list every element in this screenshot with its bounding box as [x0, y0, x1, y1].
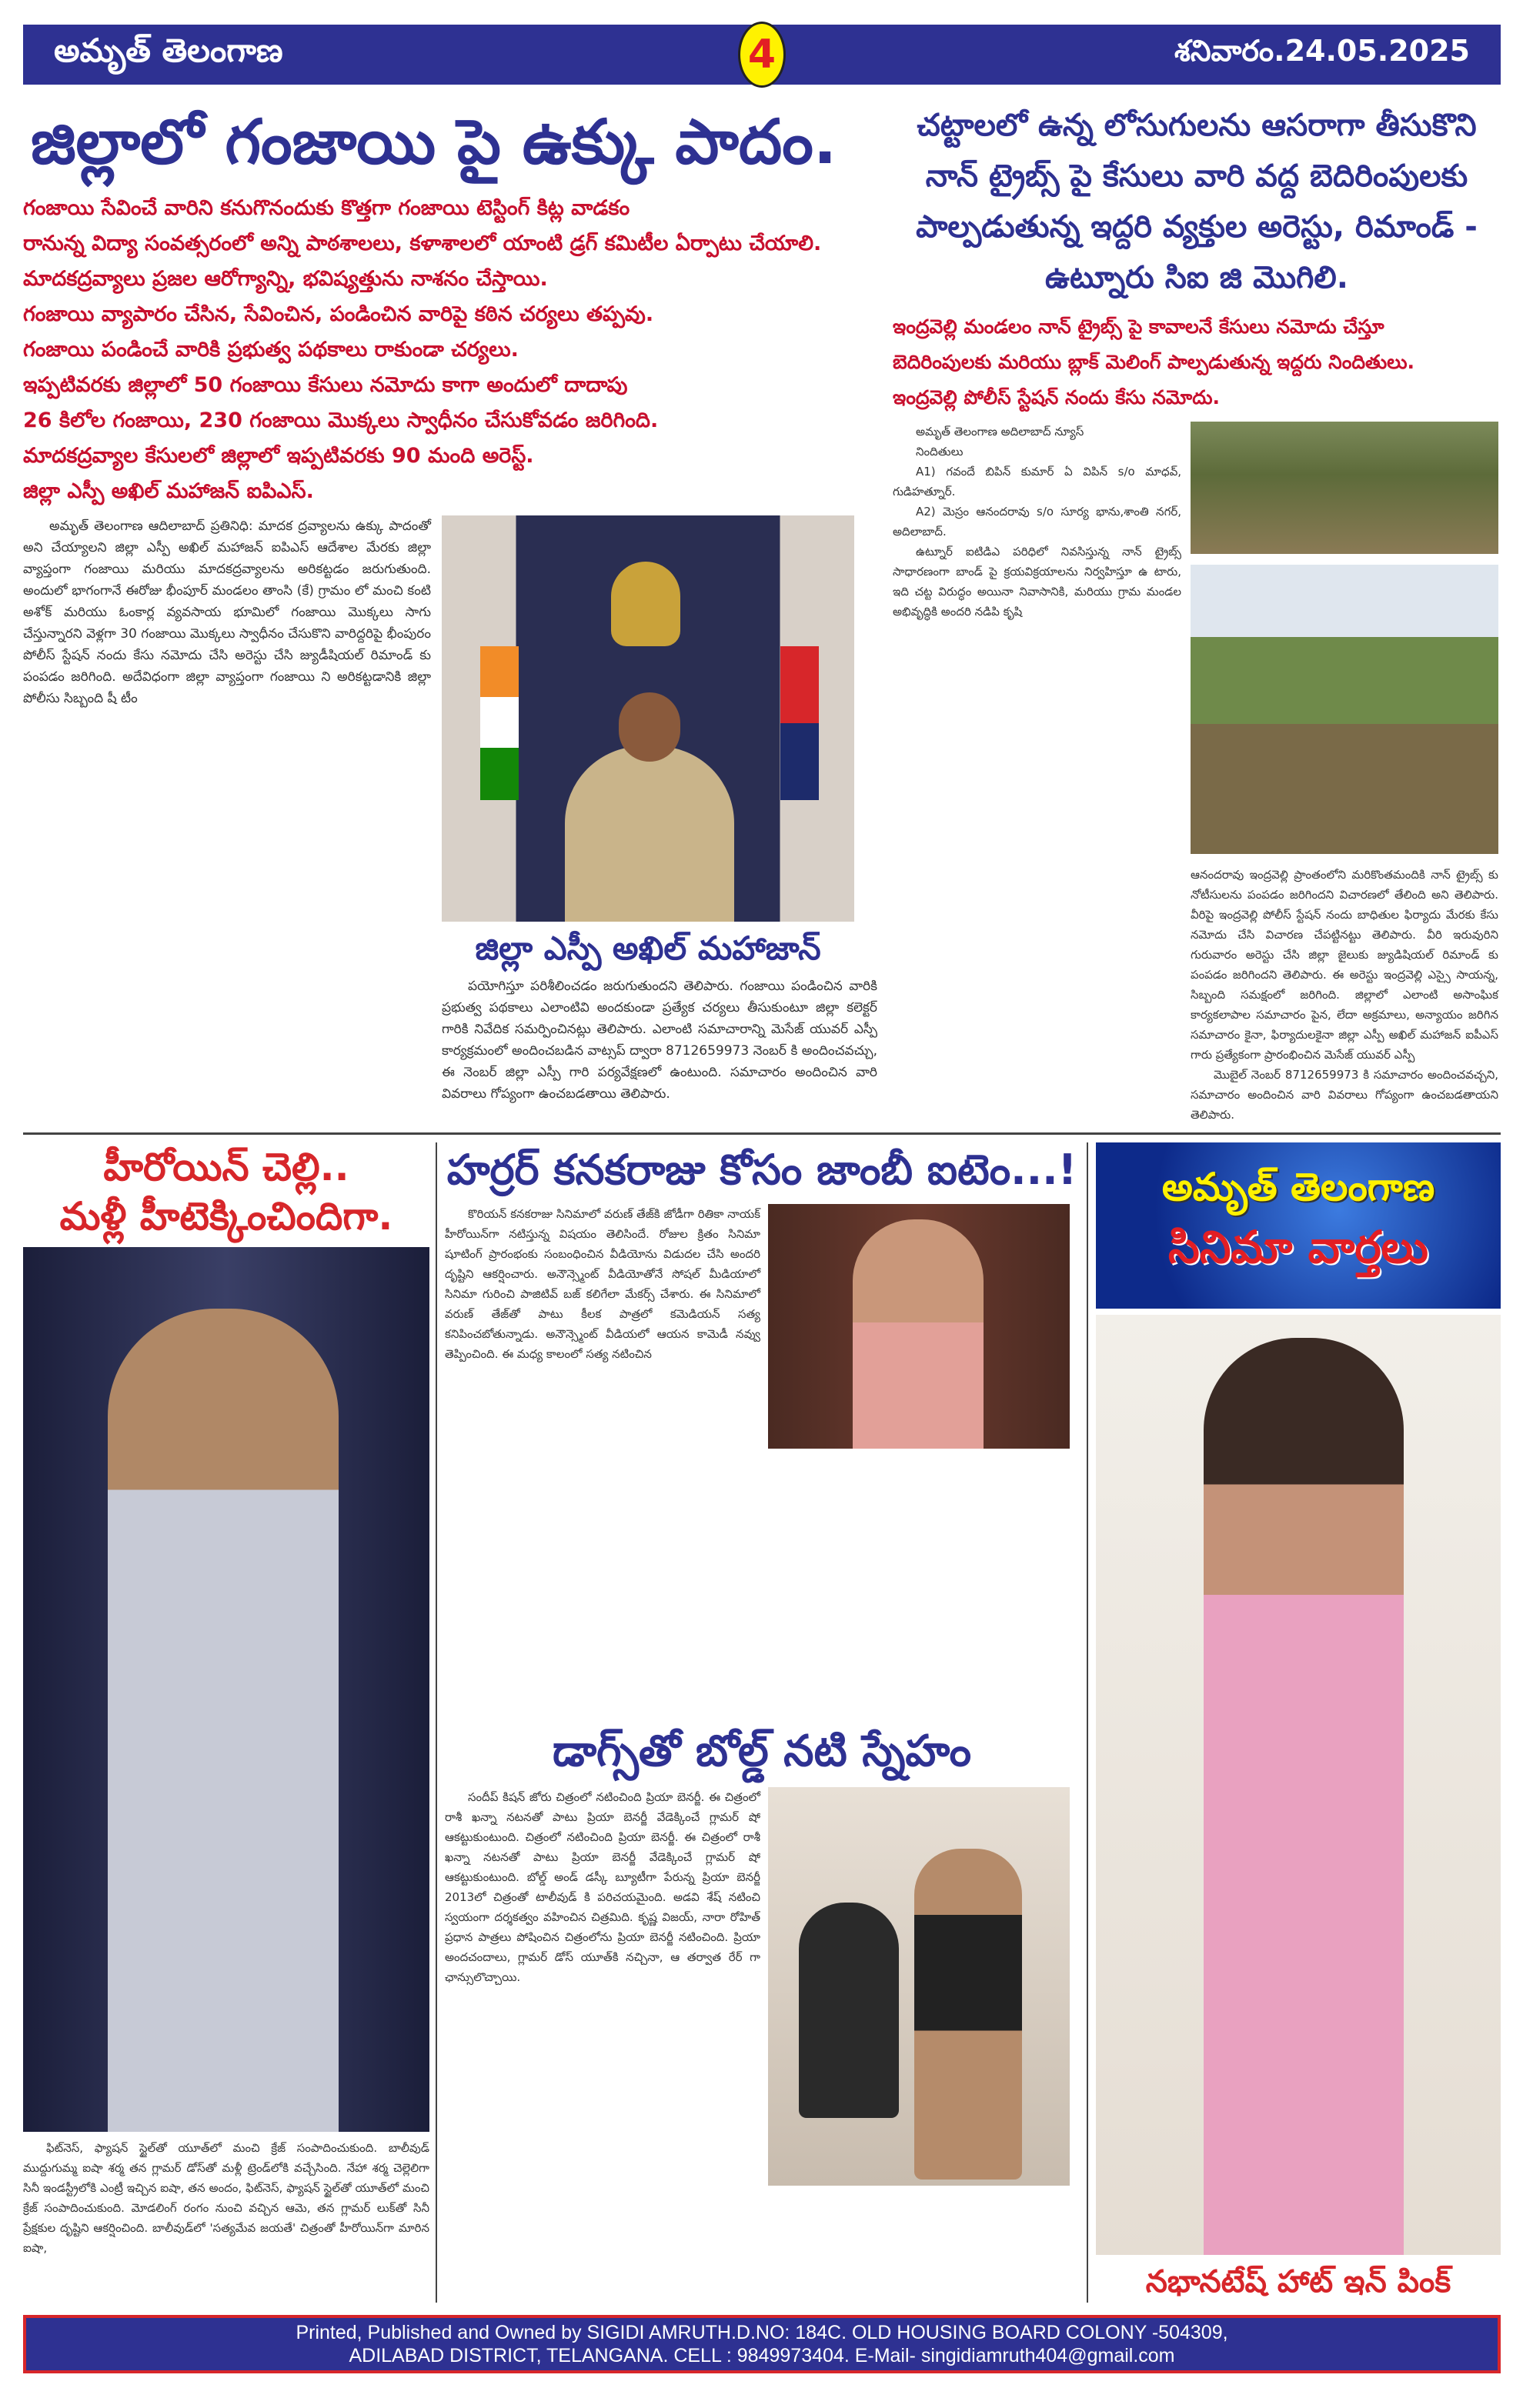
deck-line: గంజాయి పండించే వారికి ప్రభుత్వ పథకాలు రాకుండా చర్యలు.: [23, 338, 519, 362]
second-deck: [893, 309, 1501, 415]
actress-photo-ritika: [768, 1204, 1070, 1449]
field-raid-photo-1: [1191, 422, 1498, 554]
second-body-continued: [1191, 865, 1498, 1125]
news-section: [23, 100, 1501, 1125]
cinema-body-1: [23, 2138, 429, 2258]
deck-line: ఇంద్రవెల్లి మండలం నాన్ ట్రైబ్స్ పై కావాలనే కేసులు నమోదు చేస్తూ: [893, 315, 1384, 338]
cinema-headline-1: [23, 1142, 429, 1241]
deck-line: గంజాయి సేవించే వారిని కనుగొనందుకు కొత్తగా గంజాయి టెస్టింగ్ కిట్ల వాడకం: [23, 196, 630, 220]
dog-figure: [799, 1903, 899, 2118]
cinema-body-2-continued: [768, 1455, 1076, 1716]
cinema-headline-3: డాగ్స్‌తో బోల్డ్ నటి స్నేహం: [552, 1726, 972, 1776]
banner-subtitle: సినిమా వార్తలు: [1168, 1221, 1428, 1273]
lead-deck: [23, 191, 877, 509]
paragraph: మొబైల్ నెంబర్ 8712659973 కి సమాచారం అందించవచ్చని, సమాచారం అందించిన వారి వివరాలు గోప్యంగా ఉంచబడతాయని తెలిపారు.: [1191, 1068, 1498, 1122]
page-number-badge: 4: [738, 22, 786, 88]
deck-line: మాదకద్రవ్యాల కేసులలో జిల్లాలో ఇప్పటివరకు 90 మంది అరెస్ట్.: [23, 444, 534, 468]
officer-head: [619, 692, 680, 762]
masthead: [23, 25, 1501, 85]
cinema-middle-column: [436, 1142, 1087, 2303]
cinema-headline-2: హర్రర్ కనకరాజు కోసం జాంబీ ఐటెం...!: [446, 1146, 1077, 1194]
actress-photo-aisha: [23, 1247, 429, 2132]
actress-figure: [853, 1219, 984, 1449]
deck-line: బెదిరింపులకు మరియు బ్లాక్ మెలింగ్ పాల్పడుతున్న ఇద్దరు నిందితులు.: [893, 351, 1414, 373]
dateline: అమృత్ తెలంగాణ అదిలాబాద్ న్యూస్: [916, 425, 1084, 439]
paragraph: ఉట్నూర్ ఐటిడిఎ పరిధిలో నివసిస్తున్న నాన్ ట్రైబ్స్ సాధారణంగా బాండ్ పై క్రయవిక్రయాలను నిర్వహిస్తూ ఉ టారు, ఇది చట్ట విరుద్ధం అయినా నివాసానికి, మరియు గ్రామ మండల అభివృద్ధికి అందరి నడిపి కృషి: [893, 545, 1181, 619]
actress-figure: [914, 1849, 1022, 2180]
police-emblem: [611, 562, 680, 646]
deck-line: గంజాయి వ్యాపారం చేసిన, సేవించిన, పండించిన వారిపై కఠిన చర్యలు తప్పవు.: [23, 302, 654, 326]
lead-columns: [23, 515, 877, 1105]
accused-item: A1) గవందే బిపిన్ కుమార్ ఏ విపిన్ s/o మాధవ్, గుడిహత్నూర్.: [893, 465, 1181, 499]
deck-line: రానున్న విద్యా సంవత్సరంలో అన్ని పాఠశాలలు, కళాశాలలో యాంటి డ్రగ్ కమిటీల ఏర్పాటు చేయాలి.: [23, 232, 822, 255]
imprint-line: Printed, Published and Owned by SIGIDI AMRUTH.D.NO: 184C. OLD HOUSING BOARD COLONY -504309,: [296, 2322, 1228, 2343]
deck-line: జిల్లా ఎస్పీ అఖిల్ మహాజన్ ఐపిఎస్.: [23, 479, 314, 503]
imprint-footer: [23, 2315, 1501, 2373]
deck-line: మాదకద్రవ్యాలు ప్రజల ఆరోగ్యాన్ని, భవిష్యత్తును నాశనం చేస్తాయి.: [23, 267, 548, 291]
second-headline: చట్టాలలో ఉన్న లోసుగులను ఆసరాగా తీసుకొని నాన్ ట్రైబ్స్ పై కేసులు వారి వద్ద బెదిరింపులకు పాల్పడుతున్న ఇద్దరి వ్యక్తుల అరెస్టు, రిమాండ్ - ఉట్నూరు సిఐ జి మొగిలి.: [916, 108, 1478, 295]
paragraph: సందీప్ కిషన్ జోరు చిత్రంలో నటించింది ప్రియా బెనర్జీ. ఈ చిత్రంలో రాశీ ఖన్నా నటనతో పాటు ప్రియా బెనర్జీ వేడెక్కించే గ్లామర్ షో ఆకట్టుకుంటుంది. చిత్రంలో నటించింది ప్రియా బెనర్జీ. ఈ చిత్రంలో రాశీ ఖన్నా నటనతో పాటు ప్రియా బెనర్జీ వేడెక్కించే గ్లామర్ షో ఆకట్టుకుంటుంది. బోల్డ్ అండ్ డస్కీ బ్యూటీగా పేరున్న ప్రియా బెనర్జీ 2013లో చిత్రంతో టాలీవుడ్ కి పరిచయమైంది. అడవి శేష్ నటించి స్వయంగా దర్శకత్వం వహించిన చిత్రమిది. కృష్ణ విజయ్, నారా రోహిత్ ప్రధాన పాత్రలు పోషించిన చిత్రంలోను ప్రియా బెనర్జీ నటించింది. ప్రియా అందచందాలు, గ్లామర్ డోస్ యూత్‌కి నచ్చినా, ఆ తర్వాత రేర్ గా ఛాన్సులొచ్చాయి.: [445, 1790, 760, 1984]
second-columns: [893, 422, 1501, 1125]
police-flag: [780, 646, 819, 800]
actress-with-dog-photo: [768, 1787, 1070, 2186]
cinema-story-2-photo-column: [768, 1204, 1076, 1716]
paragraph: కొరియన్ కనకరాజు సినిమాలో వరుణ్ తేజ్‌కి జోడీగా రితికా నాయక్ హీరోయిన్‌గా నటిస్తున్న విషయం తెలిసిందే. రోజుల క్రితం సినిమా షూటింగ్ ప్రారంభంకు సంబంధించిన వీడియోను విడుదల చేసి అందరి దృష్టిని ఆకర్షించారు. అనౌన్స్మెంట్ వీడియోతోనే సోషల్ మీడియాలో సినిమా గురించి పాజిటివ్ బజ్ కలిగేలా మేకర్స్ చేశారు. ఈ సినిమాలో వరుణ్ తేజ్‌తో పాటు కీలక పాత్రలో కమెడియన్ సత్య కనిపించబోతున్నాడు. అనౌన్స్మెంట్ వీడియలో ఆయన కామెడీ నవ్వు తెప్పించింది. ఈ మధ్య కాలంలో సత్య నటించిన: [445, 1207, 760, 1361]
issue-date: శనివారం.24.05.2025: [1174, 34, 1470, 68]
headline-line: హీరోయిన్ చెల్లి..: [103, 1145, 349, 1189]
photo-caption: జిల్లా ఎస్పీ అఖిల్ మహాజాన్: [475, 929, 821, 967]
field-raid-photo-2: [1191, 565, 1498, 854]
deck-line: ఇంద్రవెల్లి పోలీస్ స్టేషన్ నందు కేసు నమోదు.: [893, 386, 1221, 409]
paragraph: అమృత్ తెలంగాణ ఆదిలాబాద్ ప్రతినిధి: మాదక ద్రవ్యాలను ఉక్కు పాదంతో అని చేయ్యాలని జిల్లా ఎస్పీ అఖిల్ మహాజన్ ఐపిఎస్ ఆదేశాల మేరకు జిల్లా వ్యాప్తంగా గంజాయి మరియు మాదకద్రవ్యాలను అరికట్టడం జరుగుతుంది. అందులో భాగంగానే ఈరోజు భీంపూర్ మండలం తాంసి (కే) గ్రామం లో మంచి కంటి అశోక్ మరియు ఓంకార్ల వ్యవసాయ భూమిలో గంజాయి మొక్కలు సాగు చేస్తున్నారని వెళ్లగా 30 గంజాయి మొక్కలు స్వాధీనం చేసుకొని వారిద్దరిపై భీంపురం పోలీస్ స్టేషన్ నందు కేసు నమోదు చేసి అరెస్టు చేసి జ్యుడీషియల్ రిమాండ్ కు పంపడం జరిగింది. అదేవిధంగా జిల్లా వ్యాప్తంగా గంజాయి ని అరికట్టడానికి జిల్లా పోలీసు సిబ్బంది షీ టీం: [23, 519, 431, 706]
banner-title: అమృత్ తెలంగాణ: [1161, 1165, 1435, 1209]
cinema-right-column: [1087, 1142, 1501, 2303]
newspaper-title: అమృత్ తెలంగాణ: [54, 32, 283, 69]
photo-caption: నభానటేష్ హాట్ ఇన్ పింక్: [1145, 2264, 1451, 2300]
lead-headline: జిల్లాలో గంజాయి పై ఉక్కు పాదం.: [31, 106, 837, 178]
cinema-story-2-columns: [445, 1204, 1079, 1716]
cinema-news-banner: [1096, 1142, 1501, 1309]
cinema-body-2: [445, 1204, 760, 1364]
cinema-body-3: [445, 1787, 760, 1987]
paragraph: ఫిట్‌నెస్, ఫ్యాషన్ స్టైల్‌తో యూత్‌లో మంచి క్రేజ్ సంపాదించుకుంది. బాలీవుడ్ ముద్దుగుమ్మ ఐషా శర్మ తన గ్లామర్ డోస్‌తో మళ్లీ ట్రెండ్‌లోకి వచ్చేసింది. నేహా శర్మ చెల్లెలిగా సినీ ఇండస్ట్రీలోకి ఎంట్రీ ఇచ్చిన ఐషా, తన అందం, ఫిట్‌నెస్, ఫ్యాషన్ స్టైల్‌తో యూత్‌లో మంచి క్రేజ్ సంపాదించుకుంది. మోడలింగ్ రంగం నుంచి వచ్చిన ఆమె, తన గ్లామర్ లుక్‌తో సినీ ప్రేక్షకుల దృష్టిని ఆకర్షించింది. బాలీవుడ్‌లో 'సత్యమేవ జయతే' చిత్రంతో హీరోయిన్‌గా మారిన ఐషా,: [23, 2141, 429, 2255]
actress-figure: [1204, 1338, 1404, 2255]
deck-line: 26 కిలోల గంజాయి, 230 గంజాయి మొక్కలు స్వాధీనం చేసుకోవడం జరిగింది.: [23, 409, 659, 432]
lead-body: [23, 515, 431, 709]
section-divider: [23, 1132, 1501, 1135]
headline-line: మళ్లీ హీటెక్కించిందిగా.: [59, 1194, 393, 1239]
india-flag: [480, 646, 519, 800]
deck-line: ఇప్పటివరకు జిల్లాలో 50 గంజాయి కేసులు నమోదు కాగా అందులో దాదాపు: [23, 373, 628, 397]
cinema-story-1: [23, 1142, 436, 2303]
lead-story: [23, 100, 877, 1125]
paragraph: పయోగిస్తూ పరిశీలించడం జరుగుతుందని తెలిపారు. గంజాయి పండించిన వారికి ప్రభుత్వ పథకాలు ఎలాంటివి అందకుండా ప్రత్యేక చర్యలు తీసుకుంటూ జిల్లా కలెక్టర్ గారికి నివేదిక సమర్పించినట్లు తెలిపారు. ఎలాంటి సమాచారాన్ని మెసేజ్ యువర్ ఎస్పీ కార్యక్రమంలో అందించబడిన వాట్సప్ ద్వారా 8712659973 నెంబర్ కి అందించవచ్చు, ఈ నెంబర్ జిల్లా ఎస్పీ గారి పర్యవేక్షణలో ఉంటుంది. సమాచారం అందించిన వారి వివరాలు గోప్యంగా ఉంచబడతాయి తెలిపారు.: [442, 979, 877, 1102]
lead-photo-column: [442, 515, 877, 1105]
actress-photo-nabha: [1096, 1315, 1501, 2255]
imprint-contact: ADILABAD DISTRICT, TELANGANA. CELL : 9849973404. E-Mail- singidiamruth404@gmail.com: [349, 2345, 1175, 2366]
second-story: [893, 100, 1501, 1125]
lead-body-continued: [442, 976, 877, 1105]
officer-figure: [565, 746, 734, 922]
sp-portrait-photo: [442, 515, 854, 922]
cinema-section: [23, 1142, 1501, 2303]
cinema-story-3-columns: [445, 1787, 1079, 2186]
second-body: [893, 422, 1181, 622]
accused-item: A2) మెస్రం ఆనందరావు s/o సూర్య భాను,శాంతి నగర్, అదిలాబాద్.: [893, 505, 1181, 539]
paragraph: ఆనందరావు ఇంద్రవెల్లి ప్రాంతంలోని మరికొంతమందికి నాన్ ట్రైబ్స్ కు నోటీసులను పంపడం జరిగిందని విచారణలో తేలింది అని తెలిపారు. వీరిపై ఇంద్రవెల్లి పోలీస్ స్టేషన్ నందు బాధితుల ఫిర్యాదు మేరకు కేసు నమోదు చేసి విచారణ చేపట్టినట్టు తెలిపారు. వీరి ఇరువురిని గురువారం అరెస్టు చేసి జిల్లా జైలుకు జ్యుడిషియల్ రిమాండ్ కు పంపడం జరిగిందని తెలిపారు. ఈ అరెస్టు ఇంద్రవెల్లి ఎస్సై సాయన్న, సిబ్బంది సమక్షంలో జరిగింది. జిల్లాలో ఎలాంటి అసాంఘిక కార్యకలాపాల సమాచారం పైన, లేదా అక్రమాలు, అన్యాయం జరిగిన సమాచారం కైనా, ఫిర్యాదులకైనా జిల్లా ఎస్పీ అఖిల్ మహాజన్ ఐపీఎస్ గారు ప్రత్యేకంగా ప్రారంభించిన మెసేజ్ యువర్ ఎస్పీ: [1191, 868, 1498, 1062]
second-photo-column: [1191, 422, 1498, 1125]
accused-label: నిందితులు: [916, 445, 964, 459]
actress-figure: [108, 1309, 339, 2132]
